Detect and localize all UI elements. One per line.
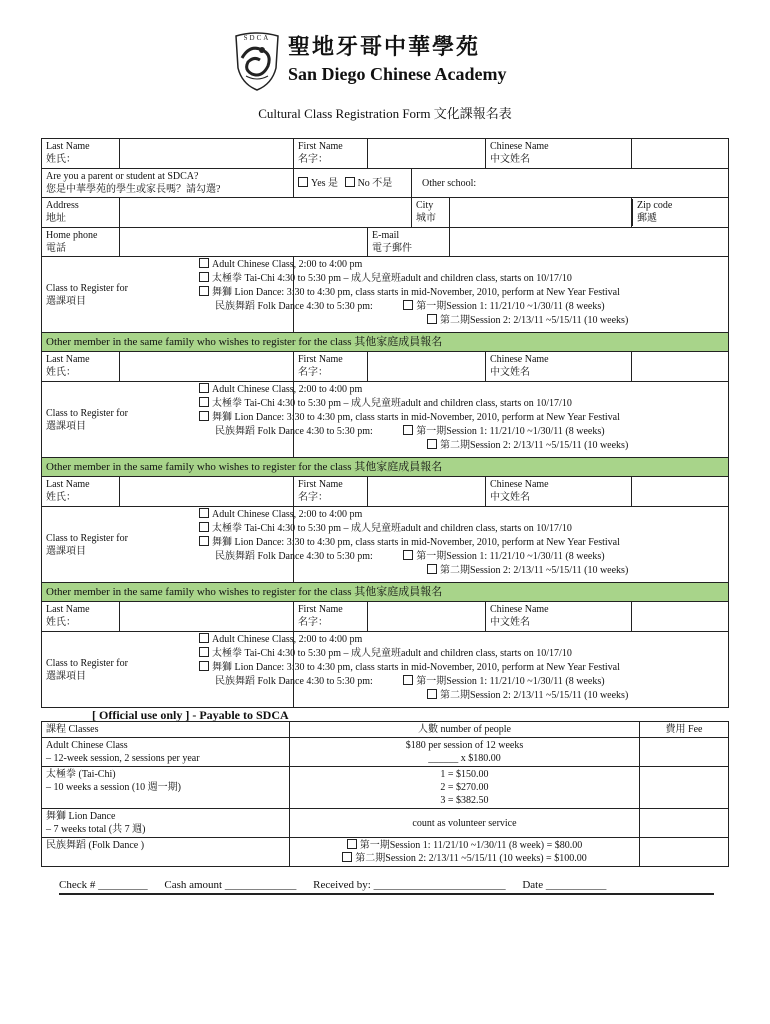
folk-dance-option: 民族舞蹈 Folk Dance 4:30 to 5:30 pm: 第一期Session 1: 11/21/10 ~1/30/11 (8 weeks): [215, 426, 605, 437]
member4-name-row: Last Name 姓氏： First Name 名字： Chinese Name 中文姓名: [42, 602, 729, 632]
adult-class-option[interactable]: Adult Chinese Class, 2:00 to 4:00 pm: [199, 508, 724, 522]
academy-name-chinese: 聖地牙哥中華學苑: [288, 34, 481, 60]
member3-last-name-field[interactable]: [120, 477, 294, 507]
session1-checkbox[interactable]: [403, 425, 413, 435]
name-row: [42, 139, 729, 169]
first-name-label: First Name 名字：: [294, 139, 368, 169]
class-options: [212, 257, 729, 333]
other-member-banner: Other member in the same family who wishes to register for the class 其他家庭成員報名: [42, 458, 729, 477]
session1-checkbox[interactable]: [403, 675, 413, 685]
fee-row-folk: 民族舞蹈 (Folk Dance ) 第一期Session 1: 11/21/10 ~1/30/11 (8 week) = $80.00 第二期Session 2: 2/13/11 ~5/15/11 (10 weeks) = $100.00: [42, 838, 729, 867]
folk-session2-checkbox[interactable]: [342, 852, 352, 862]
city-label: City 城市: [412, 198, 450, 228]
member2-last-name-field[interactable]: [120, 352, 294, 382]
received-by-field[interactable]: Received by: ________________________: [313, 879, 506, 891]
adult-class-option[interactable]: Adult Chinese Class, 2:00 to 4:00 pm: [199, 383, 724, 397]
phone-row: [42, 228, 729, 257]
lion-dance-option[interactable]: 舞獅 Lion Dance: 3:30 to 4:30 pm, class starts in mid-November, 2010, perform at New Year Festival: [199, 661, 724, 675]
sdca-question-row: [42, 169, 729, 198]
form-header: [0, 0, 770, 121]
folk-dance-option: 民族舞蹈 Folk Dance 4:30 to 5:30 pm: 第一期Session 1: 11/21/10 ~1/30/11 (8 weeks): [215, 676, 605, 687]
registration-table: [41, 138, 729, 708]
lion-dance-option[interactable]: 舞獅 Lion Dance: 3:30 to 4:30 pm, class starts in mid-November, 2010, perform at New Year Festival: [199, 536, 724, 550]
member4-class-options: [212, 632, 729, 708]
cash-amount-field[interactable]: Cash amount _____________: [164, 879, 297, 891]
session2-option[interactable]: 第二期Session 2: 2/13/11 ~5/15/11 (10 weeks): [199, 564, 724, 578]
email-label: E-mail 電子郵件: [368, 228, 450, 257]
logo-lettering: SDCA: [243, 34, 271, 42]
member4-first-name-field[interactable]: [368, 602, 486, 632]
last-name-field[interactable]: [120, 139, 294, 169]
address-label: Address 地址: [42, 198, 120, 228]
session2-option[interactable]: 第二期Session 2: 2/13/11 ~5/15/11 (10 weeks): [199, 314, 724, 328]
folk-dance-option: 民族舞蹈 Folk Dance 4:30 to 5:30 pm: 第一期Session 1: 11/21/10 ~1/30/11 (8 weeks): [215, 301, 605, 312]
adult-class-option[interactable]: Adult Chinese Class, 2:00 to 4:00 pm: [199, 633, 724, 647]
class-row: [42, 257, 729, 333]
classes-header: 課程 Classes: [42, 722, 290, 738]
session1-checkbox[interactable]: [403, 300, 413, 310]
yes-checkbox[interactable]: [298, 177, 308, 187]
office-footer: [59, 879, 714, 895]
other-member-banner: Other member in the same family who wishes to register for the class 其他家庭成員報名: [42, 333, 729, 352]
home-phone-field[interactable]: [120, 228, 368, 257]
fee-row-lion: 舞獅 Lion Dance – 7 weeks total (共 7 週) count as volunteer service: [42, 809, 729, 838]
other-member-banner: Other member in the same family who wishes to register for the class 其他家庭成員報名: [42, 583, 729, 602]
zip-label: Zip code 郵遞: [632, 198, 729, 228]
member3-name-row: Last Name 姓氏： First Name 名字： Chinese Name 中文姓名: [42, 477, 729, 507]
fee-cell[interactable]: [640, 738, 729, 767]
fee-cell[interactable]: [640, 838, 729, 867]
member2-first-name-field[interactable]: [368, 352, 486, 382]
member3-class-options: [212, 507, 729, 583]
fee-row-taichi: 太極拳 (Tai-Chi) – 10 weeks a session (10 週一期) 1 = $150.00 2 = $270.00 3 = $382.50: [42, 767, 729, 809]
chinese-name-label: Chinese Name 中文姓名: [486, 139, 632, 169]
check-number-field[interactable]: Check # _________: [59, 879, 148, 891]
home-phone-label: Home phone 電話: [42, 228, 120, 257]
last-name-label: Last Name 姓氏：: [42, 139, 120, 169]
fee-row-adult: Adult Chinese Class – 12-week session, 2 sessions per year $180 per session of 12 weeks ______ x $180.00: [42, 738, 729, 767]
member4-last-name-field[interactable]: [120, 602, 294, 632]
taichi-option[interactable]: 太極拳 Tai-Chi 4:30 to 5:30 pm – 成人兒童班adult and children class, starts on 10/17/10: [199, 522, 724, 536]
member2-chinese-name-field[interactable]: [632, 352, 729, 382]
adult-class-option[interactable]: Adult Chinese Class, 2:00 to 4:00 pm: [199, 258, 724, 272]
member2-name-row: Last Name 姓氏： First Name 名字： Chinese Name 中文姓名: [42, 352, 729, 382]
fee-cell[interactable]: [640, 767, 729, 809]
city-field[interactable]: [450, 198, 632, 228]
email-field[interactable]: [450, 228, 729, 257]
address-row: [42, 198, 729, 228]
folk-dance-option: 民族舞蹈 Folk Dance 4:30 to 5:30 pm: 第一期Session 1: 11/21/10 ~1/30/11 (8 weeks): [215, 551, 605, 562]
sdca-logo-icon: [232, 28, 282, 92]
session2-option[interactable]: 第二期Session 2: 2/13/11 ~5/15/11 (10 weeks): [199, 439, 724, 453]
date-field[interactable]: Date ___________: [522, 879, 607, 891]
member3-first-name-field[interactable]: [368, 477, 486, 507]
people-header: 人數 number of people: [290, 722, 640, 738]
sdca-question-label: Are you a parent or student at SDCA? 您是中華學苑的學生或家長嗎？請勾選?: [42, 169, 294, 198]
lion-dance-option[interactable]: 舞獅 Lion Dance: 3:30 to 4:30 pm, class starts in mid-November, 2010, perform at New Year Festival: [199, 411, 724, 425]
class-register-label: Class to Register for 選課項目: [42, 257, 294, 333]
member4-chinese-name-field[interactable]: [632, 602, 729, 632]
member4-class-row: Class to Register for 選課項目 Adult Chinese Class, 2:00 to 4:00 pm 太極拳 Tai-Chi 4:30 to 5:30 pm – 成人兒童班adult and children class, starts on 10/17/10 舞獅 Lion Dance: 3:30 to 4:30 pm, class starts in mid-November, 2010, perform at New Year Festival 民族舞蹈 Folk Dance 4:30 to 5:30 pm: 第一期Session 1: 11/21/10 ~1/30/11 (8 weeks) 第二期Session 2: 2/13/11 ~5/15/11 (10 weeks): [42, 632, 729, 708]
form-title: Cultural Class Registration Form 文化課報名表: [258, 106, 512, 121]
yes-no-options: Yes 是 No 不是: [294, 169, 412, 198]
academy-name-english: San Diego Chinese Academy: [288, 64, 507, 84]
session1-checkbox[interactable]: [403, 550, 413, 560]
member2-class-options: [212, 382, 729, 458]
no-checkbox[interactable]: [345, 177, 355, 187]
taichi-option[interactable]: 太極拳 Tai-Chi 4:30 to 5:30 pm – 成人兒童班adult and children class, starts on 10/17/10: [199, 647, 724, 661]
member2-class-row: Class to Register for 選課項目 Adult Chinese Class, 2:00 to 4:00 pm 太極拳 Tai-Chi 4:30 to 5:30 pm – 成人兒童班adult and children class, starts on 10/17/10 舞獅 Lion Dance: 3:30 to 4:30 pm, class starts in mid-November, 2010, perform at New Year Festival 民族舞蹈 Folk Dance 4:30 to 5:30 pm: 第一期Session 1: 11/21/10 ~1/30/11 (8 weeks) 第二期Session 2: 2/13/11 ~5/15/11 (10 weeks): [42, 382, 729, 458]
official-header-row: [42, 722, 729, 738]
other-school-field[interactable]: Other school:: [412, 169, 729, 198]
member3-chinese-name-field[interactable]: [632, 477, 729, 507]
member3-class-row: Class to Register for 選課項目 Adult Chinese Class, 2:00 to 4:00 pm 太極拳 Tai-Chi 4:30 to 5:30 pm – 成人兒童班adult and children class, starts on 10/17/10 舞獅 Lion Dance: 3:30 to 4:30 pm, class starts in mid-November, 2010, perform at New Year Festival 民族舞蹈 Folk Dance 4:30 to 5:30 pm: 第一期Session 1: 11/21/10 ~1/30/11 (8 weeks) 第二期Session 2: 2/13/11 ~5/15/11 (10 weeks): [42, 507, 729, 583]
fee-header: 費用 Fee: [640, 722, 729, 738]
address-field[interactable]: [120, 198, 412, 228]
taichi-option[interactable]: 太極拳 Tai-Chi 4:30 to 5:30 pm – 成人兒童班adult and children class, starts on 10/17/10: [199, 397, 724, 411]
fee-cell[interactable]: [640, 809, 729, 838]
chinese-name-field[interactable]: [632, 139, 729, 169]
folk-session1-checkbox[interactable]: [347, 839, 357, 849]
taichi-option[interactable]: 太極拳 Tai-Chi 4:30 to 5:30 pm – 成人兒童班adult and children class, starts on 10/17/10: [199, 272, 724, 286]
lion-dance-option[interactable]: 舞獅 Lion Dance: 3:30 to 4:30 pm, class starts in mid-November, 2010, perform at New Year Festival: [199, 286, 724, 300]
official-use-table: [41, 721, 729, 867]
official-use-title: [ Official use only ] - Payable to SDCA: [92, 708, 289, 722]
session2-option[interactable]: 第二期Session 2: 2/13/11 ~5/15/11 (10 weeks): [199, 689, 724, 703]
first-name-field[interactable]: [368, 139, 486, 169]
